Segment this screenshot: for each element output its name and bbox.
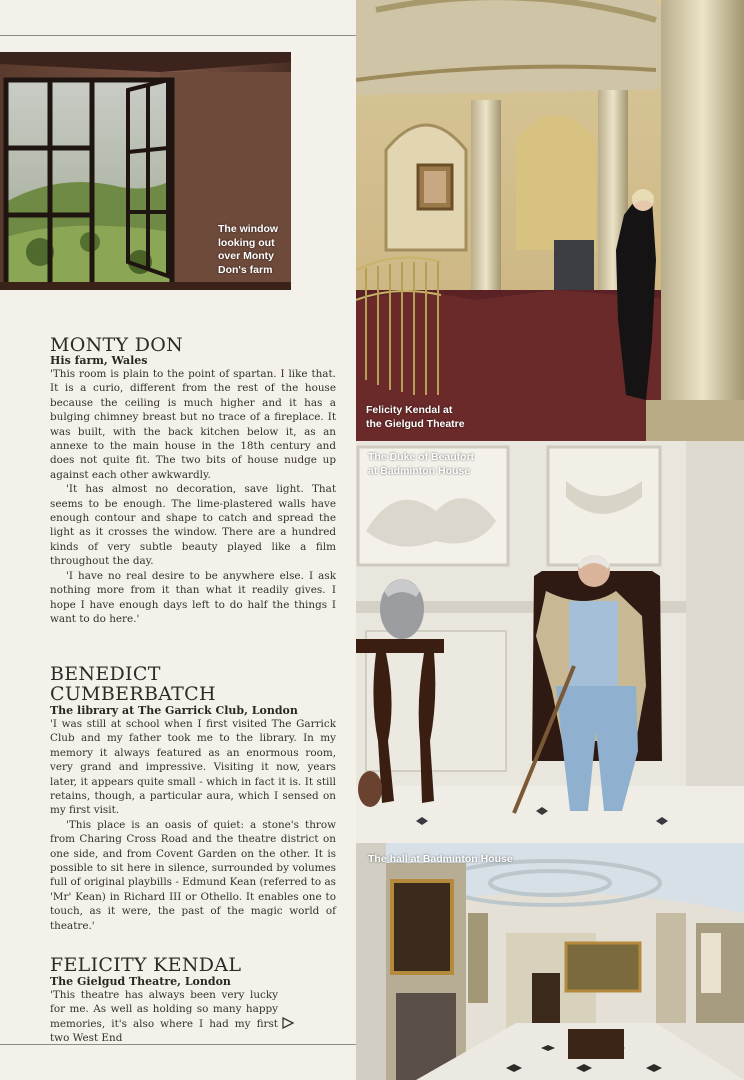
felicity-kendal-location: The Gielgud Theatre, London	[50, 975, 231, 988]
top-rule	[0, 35, 356, 36]
window-caption: The window looking out over Monty Don's farm	[218, 223, 279, 276]
hall-caption: The hall at Badminton House	[368, 853, 513, 865]
benedict-cumberbatch-text	[50, 717, 336, 933]
monty-don-heading: MONTY DON	[50, 334, 184, 356]
hall-badminton-photo	[356, 843, 744, 1080]
paragraph: 'I was still at school when I first visited The Garrick Club and my father took me to the library. In my memory it always featured as an enormous room, very grand and impressive. Visiting it now, years later, it appears quite small - which in fact it is. It still retains, though, a particular aura, which I sensed on my first visit.	[50, 718, 336, 817]
benedict-cumberbatch-location: The library at The Garrick Club, London	[50, 704, 298, 717]
paragraph: 'This place is an oasis of quiet: a stone's throw from Charing Cross Road and the theatre district on one side, and from Covent Garden on the other. It is possible to sit here in silence, surrounded by volumes full of original playbills - Edmund Kean (referred to as 'Mr' Kean) in Richard III or Othello. It enables one to touch, as it were, the past of the magic world of theatre.'	[50, 818, 336, 932]
benedict-cumberbatch-heading: BENEDICT CUMBERBATCH	[50, 663, 216, 705]
paragraph: 'This room is plain to the point of spartan. I like that. It is a curio, different from the rest of the house because the ceiling is much higher and it has a bulging chimney breast but no trace of a fireplace. It was built, with the back kitchen below it, as an annexe to the main house in the 18th century and does not quite fit. The two bits of house nudge up against each other awkwardly.	[50, 368, 336, 481]
continue-arrow-icon	[282, 1017, 294, 1029]
felicity-kendal-heading: FELICITY KENDAL	[50, 954, 242, 976]
felicity-caption: Felicity Kendal at the Gielgud Theatre	[366, 404, 465, 430]
paragraph: 'This theatre has always been very lucky for me. As well as holding so many happy memories, it's also where I had my first two West End	[50, 989, 278, 1045]
felicity-kendal-photo	[356, 0, 744, 441]
duke-caption: The Duke of Beaufort at Badminton House	[368, 451, 475, 477]
monty-don-text	[50, 367, 336, 626]
duke-of-beaufort-photo	[356, 441, 744, 843]
felicity-kendal-text	[50, 988, 278, 1046]
paragraph: 'It has almost no decoration, save light. That seems to be enough. The lime-plastered walls have enough contour and shape to catch and spread the light as it crosses the window. There are a hundred kinds of very subtle beauty played like a film throughout the day.	[50, 483, 336, 568]
window-photo	[0, 52, 291, 290]
paragraph: 'I have no real desire to be anywhere else. I ask nothing more from it than what it readily gives. I hope I have enough days left to do half the things I want to do here.'	[50, 569, 336, 625]
monty-don-location: His farm, Wales	[50, 354, 148, 367]
